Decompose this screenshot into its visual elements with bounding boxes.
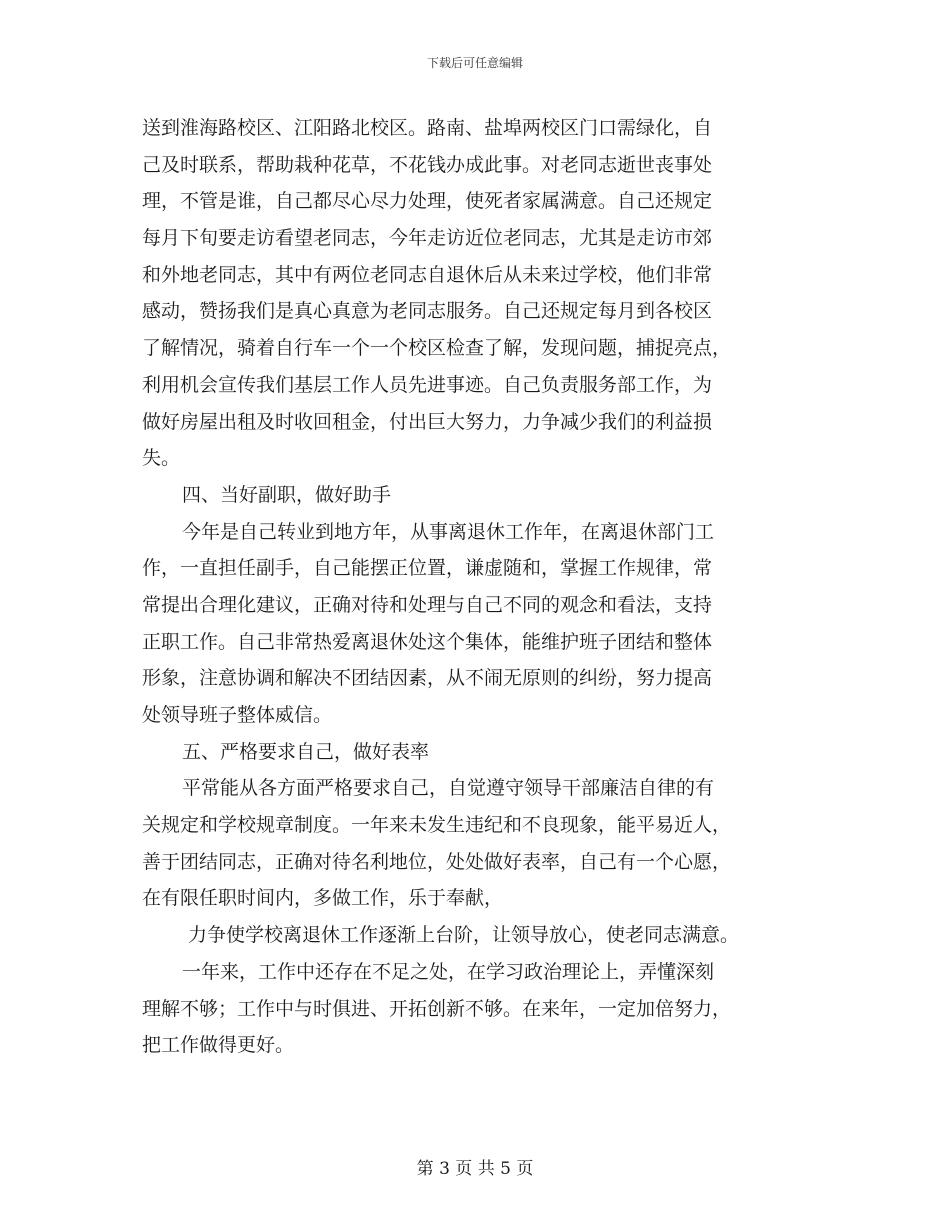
body-line: 和外地老同志，其中有两位老同志自退休后从未来过学校，他们非常 <box>142 263 713 286</box>
body-line: 失。 <box>142 447 181 470</box>
body-line: 理，不管是谁，自己都尽心尽力处理，使死者家属满意。自己还规定 <box>142 190 713 213</box>
body-line: 做好房屋出租及时收回租金，付出巨大努力，力争减少我们的利益损 <box>142 410 713 433</box>
body-line: 一年来，工作中还存在不足之处，在学习政治理论上，弄懂深刻 <box>182 960 715 983</box>
body-line: 己及时联系，帮助栽种花草，不花钱办成此事。对老同志逝世丧事处 <box>142 153 713 176</box>
section-heading: 四、当好副职，做好助手 <box>182 483 392 506</box>
body-line: 在有限任职时间内，多做工作，乐于奉献， <box>142 887 504 910</box>
section-heading: 五、严格要求自己，做好表率 <box>182 740 430 763</box>
body-line: 每月下旬要走访看望老同志，今年走访近位老同志，尤其是走访市郊 <box>142 227 713 250</box>
body-line: 力争使学校离退休工作逐渐上台阶，让领导放心，使老同志满意。 <box>188 924 740 947</box>
body-line: 今年是自己转业到地方年，从事离退休工作年，在离退休部门工 <box>182 520 715 543</box>
body-line: 了解情况，骑着自行车一个一个校区检查了解，发现问题，捕捉亮点， <box>142 337 732 360</box>
body-line: 感动，赞扬我们是真心真意为老同志服务。自己还规定每月到各校区 <box>142 300 713 323</box>
body-line: 常提出合理化建议，正确对待和处理与自己不同的观念和看法，支持 <box>142 593 713 616</box>
body-line: 把工作做得更好。 <box>142 1034 295 1057</box>
page-header: 下载后可任意编辑 <box>426 56 523 70</box>
page-footer: 第 3 页 共 5 页 <box>416 1159 534 1179</box>
body-line: 形象，注意协调和解决不团结因素，从不闹无原则的纠纷，努力提高 <box>142 667 713 690</box>
body-line: 平常能从各方面严格要求自己，自觉遵守领导干部廉洁自律的有 <box>182 777 715 800</box>
body-line: 处领导班子整体威信。 <box>142 704 333 726</box>
body-line: 关规定和学校规章制度。一年来未发生违纪和不良现象，能平易近人， <box>142 814 732 837</box>
body-line: 利用机会宣传我们基层工作人员先进事迹。自己负责服务部工作，为 <box>142 373 713 396</box>
body-line: 作，一直担任副手，自己能摆正位置，谦虚随和，掌握工作规律，常 <box>142 557 713 580</box>
body-line: 善于团结同志，正确对待名利地位，处处做好表率，自己有一个心愿， <box>142 850 732 873</box>
body-line: 送到淮海路校区、江阳路北校区。路南、盐埠两校区门口需绿化，自 <box>142 117 713 139</box>
body-line: 正职工作。自己非常热爱离退休处这个集体，能维护班子团结和整体 <box>142 630 713 653</box>
document-body <box>142 110 810 1064</box>
body-line: 理解不够；工作中与时俱进、开拓创新不够。在来年，一定加倍努力， <box>142 997 732 1020</box>
